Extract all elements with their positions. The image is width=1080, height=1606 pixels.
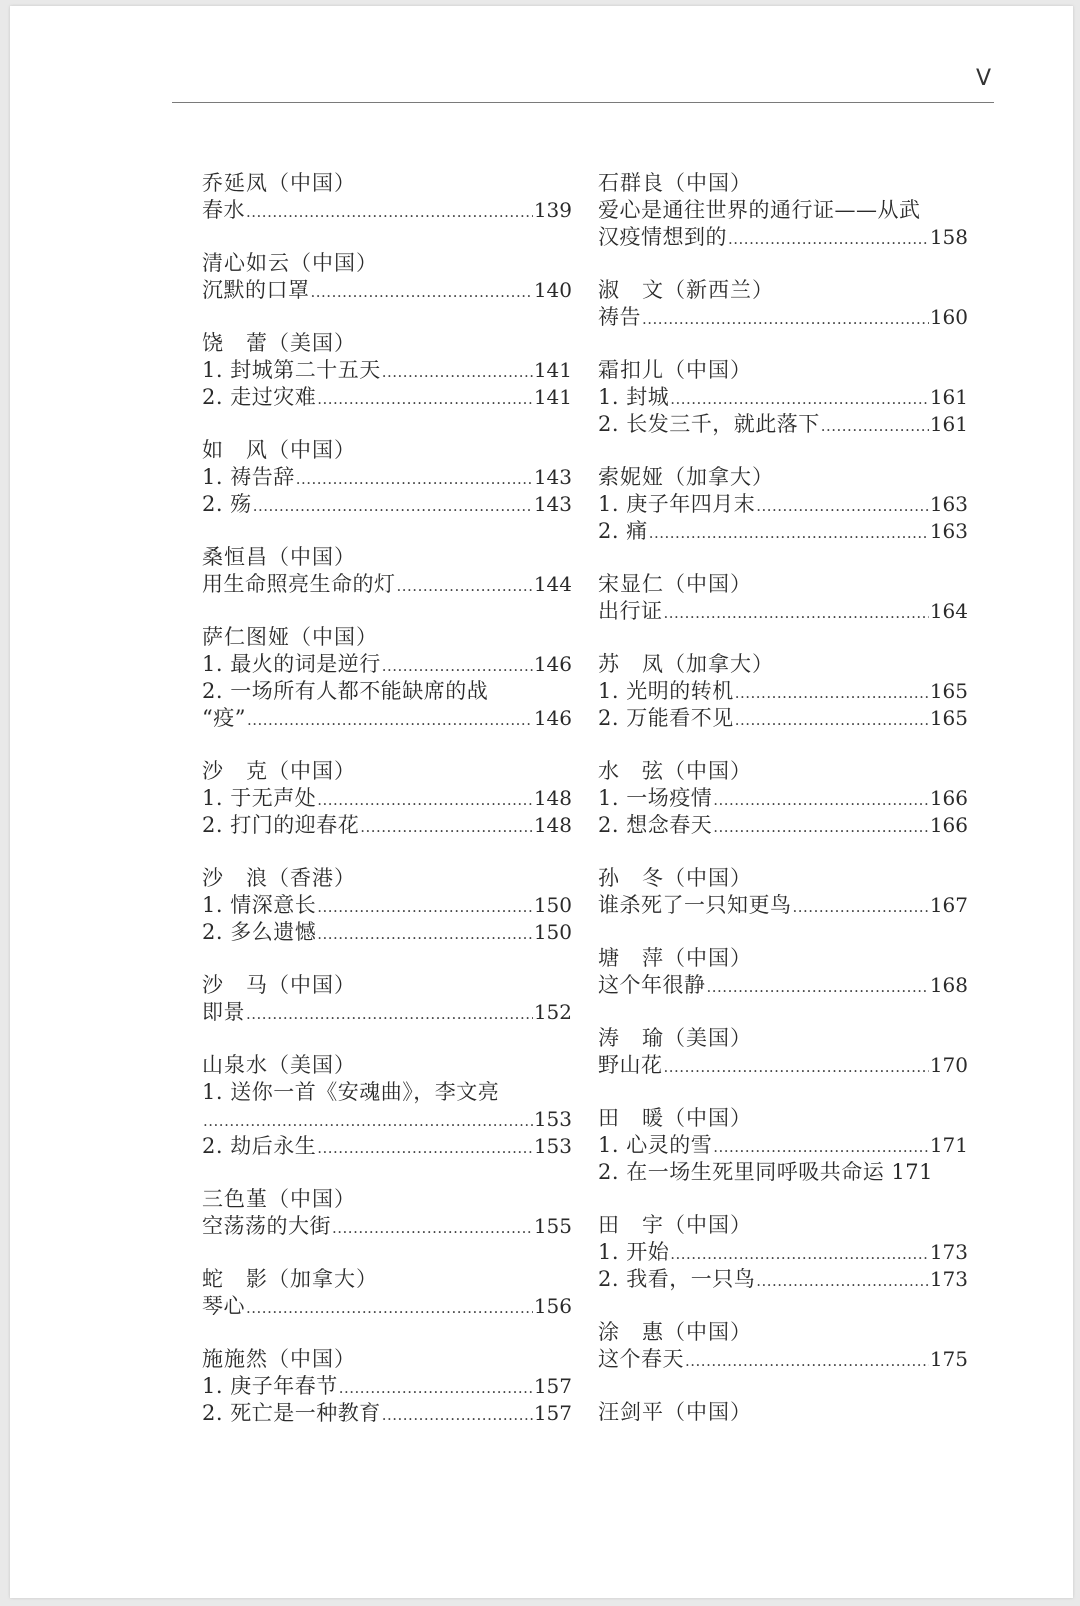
work-title: 1. 光明的转机 (598, 679, 734, 703)
toc-line[interactable] (202, 571, 572, 598)
author-name: 孙 冬（中国） (598, 866, 752, 890)
toc-line[interactable] (598, 1159, 968, 1186)
dot-leader (382, 1402, 533, 1429)
dot-leader (756, 1268, 929, 1295)
toc-line[interactable] (598, 678, 968, 705)
toc-line[interactable] (202, 785, 572, 812)
page-ref: 163 (929, 519, 968, 543)
dot-leader (317, 894, 533, 921)
toc-entry (202, 1052, 572, 1160)
toc-line[interactable] (202, 705, 572, 732)
toc-left-column (202, 170, 572, 1453)
author-name: 萨仁图娅（中国） (202, 625, 378, 649)
page-ref: 153 (533, 1134, 572, 1158)
page-number: V (976, 66, 992, 91)
dot-leader (664, 600, 929, 627)
dot-leader (793, 894, 929, 921)
author-name: 如 风（中国） (202, 438, 356, 462)
author-name: 涂 惠（中国） (598, 1320, 752, 1344)
dot-leader (253, 493, 533, 520)
dot-leader (756, 493, 929, 520)
page-ref: 166 (929, 813, 968, 837)
toc-entry (598, 1105, 968, 1186)
dot-leader (296, 466, 533, 493)
page-ref: 157 (533, 1401, 572, 1425)
dot-leader (821, 413, 929, 440)
toc-line[interactable] (598, 224, 968, 251)
work-title: 即景 (202, 1000, 245, 1024)
dot-leader (397, 573, 533, 600)
page-ref: 175 (929, 1347, 968, 1371)
page-ref: 146 (533, 706, 572, 730)
dot-leader (332, 1215, 533, 1242)
work-title: 2. 多么遗憾 (202, 920, 317, 944)
toc-entry (598, 464, 968, 545)
toc-line[interactable] (202, 919, 572, 946)
author-name: 水 弦（中国） (598, 759, 752, 783)
dot-leader (360, 814, 533, 841)
page-ref: 164 (929, 599, 968, 623)
toc-line[interactable] (598, 972, 968, 999)
author-name: 田 暖（中国） (598, 1106, 752, 1130)
page-ref: 173 (929, 1240, 968, 1264)
page-ref: 150 (533, 893, 572, 917)
work-title: 2. 一场所有人都不能缺席的战 (202, 679, 489, 703)
page-ref: 150 (533, 920, 572, 944)
work-title: 这个春天 (598, 1347, 684, 1371)
toc-entry (598, 1212, 968, 1293)
toc-line[interactable] (202, 1213, 572, 1240)
toc-line[interactable] (598, 598, 968, 625)
toc-line[interactable] (202, 277, 572, 304)
page-ref: 143 (533, 492, 572, 516)
toc-line[interactable] (202, 678, 572, 705)
toc-right-column (598, 170, 968, 1452)
author-name: 清心如云（中国） (202, 251, 378, 275)
author-name: 沙 浪（香港） (202, 866, 356, 890)
author-name: 饶 蕾（美国） (202, 331, 356, 355)
toc-entry (202, 330, 572, 411)
work-title: 空荡荡的大街 (202, 1214, 331, 1238)
toc-entry (202, 250, 572, 304)
author-name: 汪剑平（中国） (598, 1400, 752, 1424)
dot-leader (707, 974, 929, 1001)
toc-entry (598, 651, 968, 732)
page-ref: 173 (929, 1267, 968, 1291)
page-ref: 143 (533, 465, 572, 489)
work-title: 1. 封城 (598, 385, 670, 409)
toc-line[interactable] (598, 1266, 968, 1293)
work-title: 2. 打门的迎春花 (202, 813, 360, 837)
page-ref: 165 (929, 679, 968, 703)
page-ref: 140 (533, 278, 572, 302)
work-title: “疫” (202, 706, 246, 730)
work-title: 1. 封城第二十五天 (202, 358, 381, 382)
toc-line[interactable] (598, 812, 968, 839)
toc-entry (202, 758, 572, 839)
author-name: 沙 马（中国） (202, 973, 356, 997)
toc-line[interactable] (202, 1400, 572, 1427)
dot-leader (311, 279, 533, 306)
toc-line[interactable] (202, 384, 572, 411)
toc-line[interactable] (202, 1106, 572, 1133)
author-name: 苏 凤（加拿大） (598, 652, 774, 676)
author-name: 霜扣儿（中国） (598, 358, 752, 382)
toc-entry (598, 571, 968, 625)
toc-line[interactable] (598, 1239, 968, 1266)
toc-line[interactable] (202, 812, 572, 839)
author-name: 山泉水（美国） (202, 1053, 356, 1077)
author-name: 田 宇（中国） (598, 1213, 752, 1237)
dot-leader (382, 653, 533, 680)
work-title: 1. 情深意长 (202, 893, 317, 917)
author-name: 桑恒昌（中国） (202, 545, 356, 569)
dot-leader (246, 199, 533, 226)
toc-line[interactable] (598, 785, 968, 812)
dot-leader (246, 1295, 533, 1322)
dot-leader (317, 787, 533, 814)
dot-leader (317, 1135, 533, 1162)
page-ref: 139 (533, 198, 572, 222)
toc-line[interactable] (202, 357, 572, 384)
work-title: 1. 最火的词是逆行 (202, 652, 381, 676)
page-ref: 141 (533, 358, 572, 382)
work-title: 1. 一场疫情 (598, 786, 713, 810)
dot-leader (670, 386, 929, 413)
work-title: 1. 庚子年四月末 (598, 492, 756, 516)
work-title: 琴心 (202, 1294, 245, 1318)
work-title: 用生命照亮生命的灯 (202, 572, 396, 596)
dot-leader (664, 1054, 929, 1081)
toc-line[interactable] (202, 1079, 572, 1106)
toc-entry (202, 437, 572, 518)
work-title: 出行证 (598, 599, 663, 623)
page-ref: 158 (929, 225, 968, 249)
toc-entry (202, 544, 572, 598)
toc-entry (202, 624, 572, 732)
author-name: 沙 克（中国） (202, 759, 356, 783)
toc-line[interactable] (598, 1132, 968, 1159)
toc-entry (598, 865, 968, 919)
toc-line[interactable] (202, 999, 572, 1026)
dot-leader (713, 814, 929, 841)
dot-leader (247, 707, 533, 734)
work-title: 2. 走过灾难 (202, 385, 317, 409)
page-ref: 148 (533, 813, 572, 837)
toc-line[interactable] (202, 491, 572, 518)
work-title: 春水 (202, 198, 245, 222)
work-title: 这个年很静 (598, 973, 706, 997)
page-ref: 146 (533, 652, 572, 676)
toc-entry (598, 170, 968, 251)
work-title: 2. 我看，一只鸟 (598, 1267, 756, 1291)
page-ref: 148 (533, 786, 572, 810)
toc-line[interactable] (598, 384, 968, 411)
author-name: 塘 萍（中国） (598, 946, 752, 970)
work-title: 2. 痛 (598, 519, 648, 543)
work-title: 1. 送你一首《安魂曲》，李文亮 (202, 1080, 500, 1104)
page-ref: 171 (929, 1133, 968, 1157)
page-ref: 155 (533, 1214, 572, 1238)
header-rule (172, 102, 994, 103)
dot-leader (685, 1348, 929, 1375)
dot-leader (246, 1001, 533, 1028)
page-ref: 141 (533, 385, 572, 409)
author-name: 索妮娅（加拿大） (598, 465, 774, 489)
page-ref: 170 (929, 1053, 968, 1077)
toc-entry (598, 1319, 968, 1373)
toc-line[interactable] (598, 1346, 968, 1373)
work-title: 1. 祷告辞 (202, 465, 295, 489)
dot-leader (713, 787, 929, 814)
toc-page (10, 6, 1073, 1598)
work-title: 1. 开始 (598, 1240, 670, 1264)
toc-entry (598, 1025, 968, 1079)
dot-leader (317, 921, 533, 948)
toc-line[interactable] (598, 518, 968, 545)
toc-line[interactable] (598, 197, 968, 224)
author-name: 乔延凤（中国） (202, 171, 356, 195)
dot-leader (339, 1375, 533, 1402)
author-name: 三色堇（中国） (202, 1187, 356, 1211)
toc-line[interactable] (598, 491, 968, 518)
toc-entry (202, 170, 572, 224)
work-title: 2. 想念春天 (598, 813, 713, 837)
author-name: 涛 瑜（美国） (598, 1026, 752, 1050)
work-title: 2. 劫后永生 (202, 1134, 317, 1158)
dot-leader (649, 520, 929, 547)
dot-leader (317, 386, 533, 413)
work-title: 谁杀死了一只知更鸟 (598, 893, 792, 917)
page-ref: 160 (929, 305, 968, 329)
toc-line[interactable] (202, 464, 572, 491)
toc-line[interactable] (202, 1373, 572, 1400)
dot-leader (728, 226, 929, 253)
toc-line[interactable] (202, 892, 572, 919)
dot-leader (670, 1241, 929, 1268)
work-title: 2. 殇 (202, 492, 252, 516)
toc-entry (202, 972, 572, 1026)
author-name: 蛇 影（加拿大） (202, 1267, 378, 1291)
dot-leader (642, 306, 929, 333)
page-ref: 166 (929, 786, 968, 810)
toc-line[interactable] (598, 705, 968, 732)
author-name: 宋显仁（中国） (598, 572, 752, 596)
dot-leader (735, 707, 929, 734)
work-title: 1. 庚子年春节 (202, 1374, 338, 1398)
page-ref: 144 (533, 572, 572, 596)
dot-leader (382, 359, 533, 386)
toc-line[interactable] (202, 1133, 572, 1160)
work-title: 2. 长发三千，就此落下 (598, 412, 820, 436)
toc-line[interactable] (202, 197, 572, 224)
page-ref: 161 (929, 385, 968, 409)
dot-leader (203, 1108, 533, 1135)
work-title: 祷告 (598, 305, 641, 329)
dot-leader (713, 1134, 929, 1161)
toc-line[interactable] (598, 411, 968, 438)
author-name: 施施然（中国） (202, 1347, 356, 1371)
work-title: 2. 在一场生死里同呼吸共命运 171 (598, 1160, 933, 1184)
page-ref: 163 (929, 492, 968, 516)
page-ref: 156 (533, 1294, 572, 1318)
work-title: 爱心是通往世界的通行证——从武 (598, 198, 921, 222)
work-title: 汉疫情想到的 (598, 225, 727, 249)
author-name: 淑 文（新西兰） (598, 278, 774, 302)
toc-entry (202, 1266, 572, 1320)
toc-entry (598, 1399, 968, 1426)
page-ref: 153 (533, 1107, 572, 1131)
toc-entry (598, 945, 968, 999)
work-title: 2. 死亡是一种教育 (202, 1401, 381, 1425)
page-ref: 157 (533, 1374, 572, 1398)
toc-entry (598, 277, 968, 331)
toc-line[interactable] (202, 651, 572, 678)
work-title: 1. 心灵的雪 (598, 1133, 713, 1157)
work-title: 沉默的口罩 (202, 278, 310, 302)
toc-entry (202, 1186, 572, 1240)
page-ref: 152 (533, 1000, 572, 1024)
work-title: 1. 于无声处 (202, 786, 317, 810)
toc-line[interactable] (598, 1052, 968, 1079)
toc-entry (598, 357, 968, 438)
toc-entry (202, 865, 572, 946)
page-ref: 167 (929, 893, 968, 917)
toc-entry (202, 1346, 572, 1427)
page-ref: 161 (929, 412, 968, 436)
dot-leader (735, 680, 929, 707)
page-ref: 168 (929, 973, 968, 997)
author-name: 石群良（中国） (598, 171, 752, 195)
toc-line[interactable] (202, 1293, 572, 1320)
toc-line[interactable] (598, 304, 968, 331)
work-title: 2. 万能看不见 (598, 706, 734, 730)
toc-entry (598, 758, 968, 839)
page-ref: 165 (929, 706, 968, 730)
toc-line[interactable] (598, 892, 968, 919)
work-title: 野山花 (598, 1053, 663, 1077)
